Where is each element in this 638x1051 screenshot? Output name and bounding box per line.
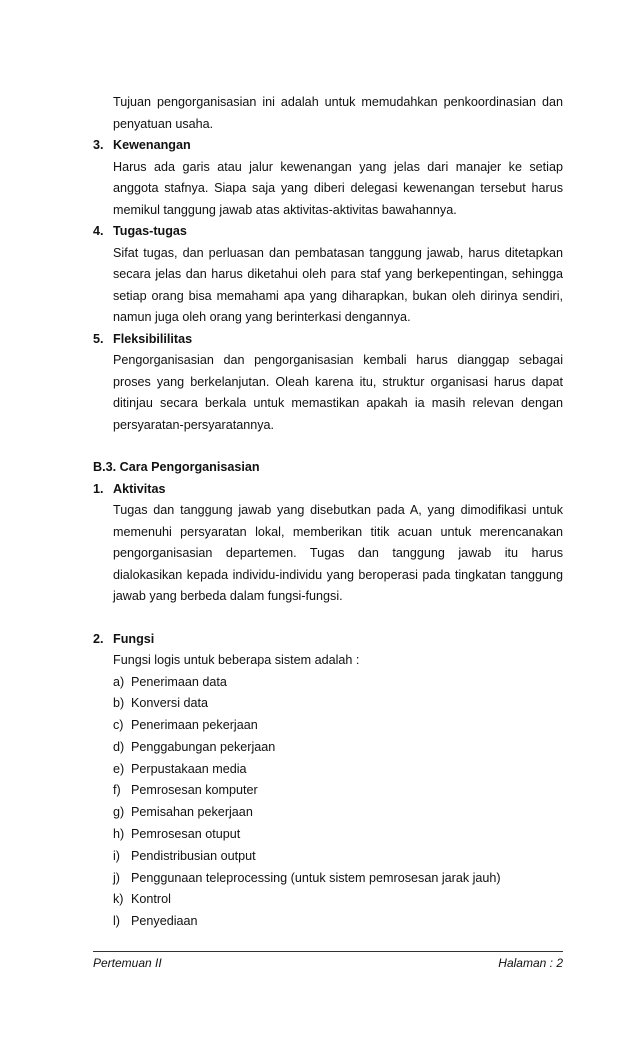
list-text: Kontrol	[131, 892, 171, 907]
list-marker: f)	[113, 783, 121, 798]
list-marker: b)	[113, 696, 125, 711]
spacer	[93, 608, 563, 629]
list-item	[113, 780, 563, 802]
item-title: Tugas-tugas	[113, 224, 187, 238]
item-number: 3.	[93, 138, 104, 152]
section-heading: B.3. Cara Pengorganisasian	[93, 460, 260, 474]
list-text: Penerimaan pekerjaan	[131, 718, 258, 733]
list-text: Konversi data	[131, 696, 209, 711]
text-line: Sifat tugas, dan perluasan dan pembatasan tanggung jawab, harus ditetapkan	[113, 245, 563, 260]
item-title: Aktivitas	[113, 481, 166, 496]
list-item	[113, 911, 563, 933]
list-item	[113, 824, 563, 846]
list-item-tugas-tugas	[93, 221, 563, 329]
list-item-fungsi	[93, 629, 563, 934]
list-item-kewenangan	[93, 135, 563, 221]
list-item	[113, 693, 563, 715]
spacer	[93, 436, 563, 457]
list-marker: k)	[113, 892, 124, 907]
list-item	[113, 868, 563, 890]
list-text: Perpustakaan media	[131, 761, 247, 776]
text-line: Harus ada garis atau jalur kewenangan yang jelas dari manajer ke setiap	[113, 159, 563, 174]
item-title: Fleksibililitas	[113, 331, 193, 346]
function-list	[113, 672, 563, 934]
list-item	[113, 802, 563, 824]
list-marker: a)	[113, 674, 125, 689]
list-marker: e)	[113, 761, 125, 776]
list-marker: h)	[113, 827, 125, 842]
text-line: anggota stafnya. Siapa saja yang diberi delegasi kewenangan tersebut harus	[113, 181, 563, 195]
text-line: memenuhi persyaratan lokal, memberikan titik acuan untuk merencanakan	[113, 524, 563, 539]
list-text: Penerimaan data	[131, 674, 227, 689]
text-line: proses yang berkelanjutan. Oleah karena itu, struktur organisasi harus dapat	[113, 374, 563, 389]
list-item-aktivitas	[93, 479, 563, 608]
list-text: Penggabungan pekerjaan	[131, 739, 276, 754]
list-item	[113, 846, 563, 868]
footer-page-number: Halaman : 2	[498, 956, 563, 970]
text-line: Tujuan pengorganisasian ini adalah untuk memudahkan penkoordinasian dan	[113, 95, 563, 109]
list-text: Penggunaan teleprocessing (untuk sistem pemrosesan jarak jauh)	[131, 870, 501, 885]
item-number: 1.	[93, 481, 104, 496]
list-text: Pemrosesan komputer	[131, 783, 258, 798]
text-line: pengorganisasian departemen. Tugas dan tanggung jawab itu harus	[113, 546, 563, 560]
list-marker: c)	[113, 718, 124, 733]
text-line: Tugas dan tanggung jawab yang disebutkan pada A, yang dimodifikasi untuk	[113, 503, 563, 517]
list-text: Pemisahan pekerjaan	[131, 805, 253, 820]
text-line: penyatuan usaha.	[113, 116, 214, 131]
item-title: Fungsi	[113, 631, 155, 646]
item-number: 2.	[93, 631, 104, 646]
list-marker: i)	[113, 848, 120, 863]
list-text: Pemrosesan otuput	[131, 827, 241, 842]
list-text: Penyediaan	[131, 914, 198, 929]
text-line: secara jelas dan harus diketahui oleh para staf yang berkepentingan, sehingga	[113, 267, 563, 281]
text-line: namun juga oleh orang yang berinterkasi dengannya.	[113, 310, 411, 324]
item-number: 4.	[93, 224, 104, 238]
footer-divider	[93, 951, 563, 952]
list-text: Pendistribusian output	[131, 848, 256, 863]
text-line: ditinjau secara berkala untuk memastikan apakah ia masih relevan dengan	[113, 396, 563, 410]
item-number: 5.	[93, 331, 104, 346]
footer-meeting-label: Pertemuan II	[93, 956, 162, 970]
list-marker: l)	[113, 914, 120, 929]
page-footer	[93, 956, 563, 970]
page-content	[93, 92, 563, 933]
text-line: dialokasikan kepada individu-individu yang beroperasi pada tingkatan tanggung	[113, 567, 563, 582]
list-item	[113, 889, 563, 911]
list-marker: g)	[113, 805, 125, 820]
text-line: persyaratan-persyaratannya.	[113, 417, 275, 432]
intro-paragraph	[93, 92, 563, 135]
list-item	[113, 737, 563, 759]
text-line: setiap orang bisa memahami apa yang diharapkan, bukan oleh dirinya sendiri,	[113, 288, 563, 303]
item-title: Kewenangan	[113, 138, 191, 152]
list-marker: d)	[113, 739, 125, 754]
text-line: memikul tanggung jawab atas aktivitas-aktivitas bawahannya.	[113, 202, 457, 217]
text-line: Fungsi logis untuk beberapa sistem adalah :	[113, 653, 360, 667]
list-item	[113, 759, 563, 781]
list-item-fleksibilitas	[93, 329, 563, 437]
list-item	[113, 672, 563, 694]
list-marker: j)	[113, 870, 120, 885]
text-line: Pengorganisasian dan pengorganisasian kembali harus dianggap sebagai	[113, 353, 563, 367]
text-line: jawab yang berbeda dalam fungsi-fungsi.	[113, 589, 343, 603]
list-item	[113, 715, 563, 737]
